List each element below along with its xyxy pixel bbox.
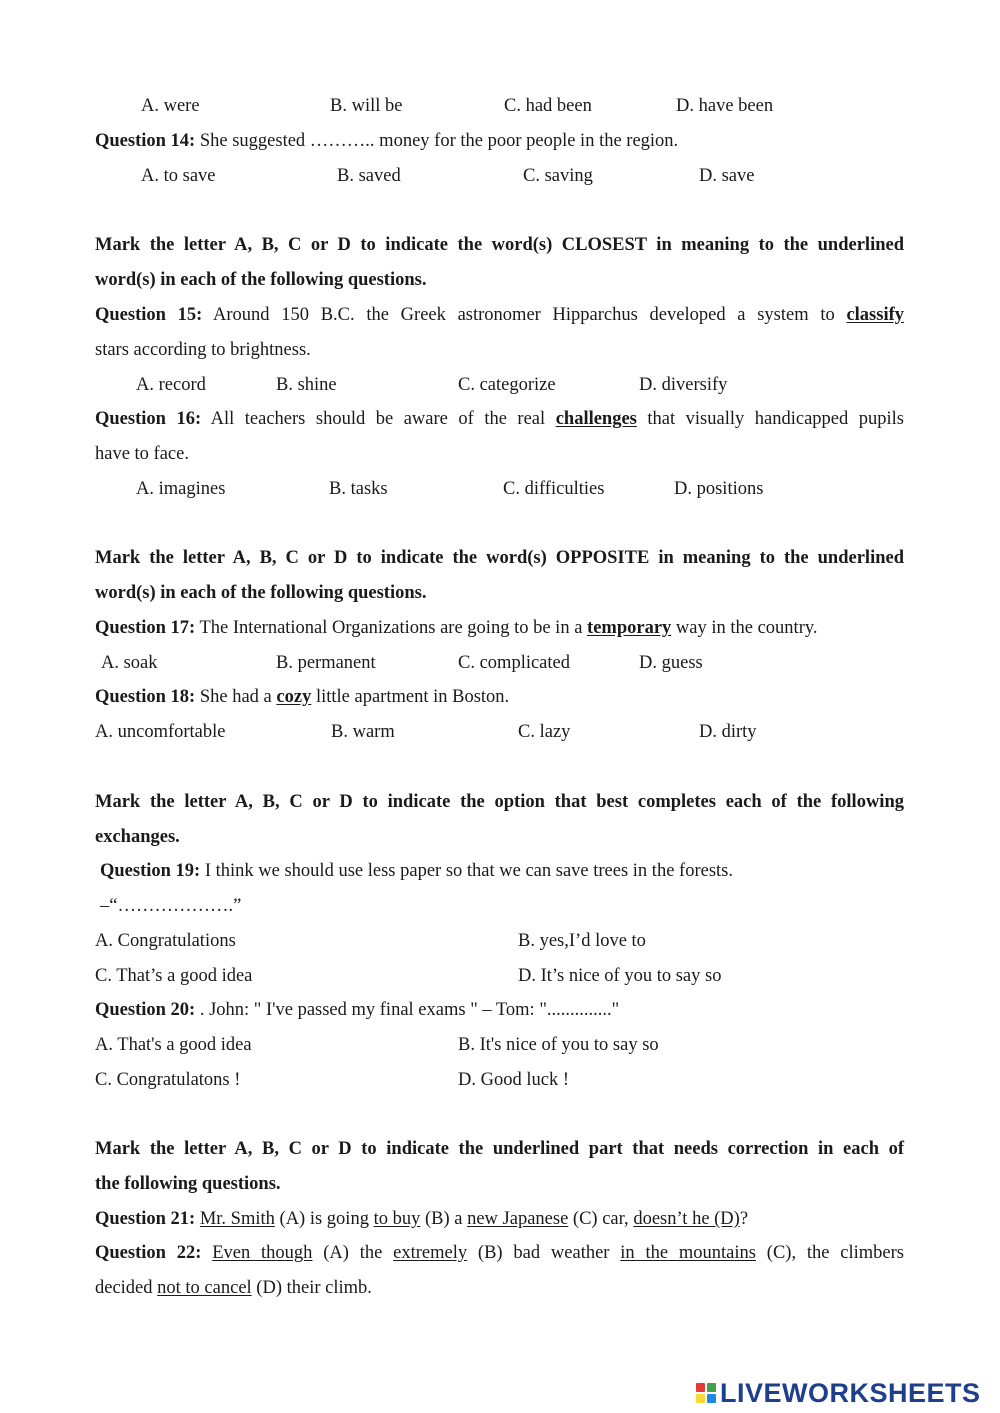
underlined-part-b: to buy: [373, 1209, 421, 1229]
question-text: ?: [739, 1209, 749, 1229]
q13-option-d: D. have been: [676, 96, 774, 116]
section-closest-instruction-line1: Mark the letter A, B, C or D to indicate the word(s) CLOSEST in meaning to the underlined: [95, 235, 904, 255]
question-text: (B) a: [420, 1209, 468, 1229]
underlined-part-d: doesn’t he (D): [633, 1209, 740, 1229]
q13-option-c: C. had been: [504, 96, 592, 116]
underlined-word: classify: [846, 305, 904, 325]
q17-option-b: B. permanent: [276, 653, 376, 673]
underlined-part-a: Mr. Smith: [199, 1209, 275, 1229]
question-text: little apartment in Boston.: [311, 687, 510, 707]
q14-option-a: A. to save: [141, 166, 216, 186]
question-text: decided: [95, 1278, 158, 1298]
question-19-reply: –“……………….”: [100, 896, 242, 916]
question-text: (C) car,: [568, 1209, 634, 1229]
question-text: (B) bad weather: [467, 1243, 621, 1263]
question-20: [95, 998, 619, 1022]
q13-option-b: B. will be: [330, 96, 403, 116]
question-21: [95, 1207, 748, 1231]
question-text: All teachers should be aware of the real: [201, 409, 556, 429]
question-label: Question 21:: [95, 1209, 196, 1229]
underlined-part-d: not to cancel: [157, 1278, 252, 1298]
logo-text: LIVEWORKSHEETS: [720, 1377, 981, 1408]
section-exchange-instruction-line1: Mark the letter A, B, C or D to indicate the option that best completes each of the following: [95, 792, 904, 812]
question-label: Question 15:: [95, 305, 203, 325]
question-19: [100, 859, 733, 883]
question-label: Question 17:: [95, 618, 196, 638]
q18-option-c: C. lazy: [518, 722, 571, 742]
q13-option-a: A. were: [141, 96, 200, 116]
question-label: Question 14:: [95, 131, 196, 151]
q15-option-a: A. record: [136, 375, 206, 395]
q15-option-d: D. diversify: [639, 375, 728, 395]
question-label: Question 16:: [95, 409, 202, 429]
section-exchange-instruction-line2: exchanges.: [95, 827, 180, 847]
q14-option-c: C. saving: [523, 166, 593, 186]
q17-option-d: D. guess: [639, 653, 703, 673]
question-text: (C), the climbers: [755, 1243, 905, 1263]
q18-option-d: D. dirty: [699, 722, 757, 742]
q17-option-a: A. soak: [101, 653, 158, 673]
question-text: way in the country.: [671, 618, 818, 638]
q19-option-d: D. It’s nice of you to say so: [518, 966, 722, 986]
q18-option-b: B. warm: [331, 722, 395, 742]
question-text: (A) the: [312, 1243, 394, 1263]
underlined-word: cozy: [276, 687, 312, 707]
question-label: Question 19:: [100, 861, 201, 881]
question-text: I think we should use less paper so that we can save trees in the forests.: [200, 861, 733, 881]
q19-option-a: A. Congratulations: [95, 931, 236, 951]
q19-option-b: B. yes,I’d love to: [518, 931, 646, 951]
logo-mark-icon: [696, 1383, 716, 1403]
question-22-line2: [95, 1276, 372, 1300]
liveworksheets-logo: [696, 1378, 981, 1408]
q19-option-c: C. That’s a good idea: [95, 966, 253, 986]
q16-option-b: B. tasks: [329, 479, 388, 499]
q20-option-b: B. It's nice of you to say so: [458, 1035, 659, 1055]
q18-option-a: A. uncomfortable: [95, 722, 226, 742]
question-label: Question 18:: [95, 687, 196, 707]
question-17: [95, 616, 818, 640]
q17-option-c: C. complicated: [458, 653, 570, 673]
question-text: She had a: [195, 687, 277, 707]
q20-option-a: A. That's a good idea: [95, 1035, 252, 1055]
question-text: (A) is going: [274, 1209, 374, 1229]
question-16-line2: have to face.: [95, 444, 189, 464]
question-18: [95, 685, 509, 709]
q14-option-d: D. save: [699, 166, 755, 186]
section-opposite-instruction-line2: word(s) in each of the following questions.: [95, 583, 427, 603]
question-22: [95, 1241, 904, 1265]
underlined-word: challenges: [555, 409, 637, 429]
underlined-part-c: in the mountains: [620, 1243, 756, 1263]
question-14: [95, 129, 678, 153]
q20-option-d: D. Good luck !: [458, 1070, 569, 1090]
q16-option-c: C. difficulties: [503, 479, 605, 499]
section-opposite-instruction-line1: Mark the letter A, B, C or D to indicate the word(s) OPPOSITE in meaning to the underlined: [95, 548, 904, 568]
q14-option-b: B. saved: [337, 166, 401, 186]
question-label: Question 22:: [95, 1243, 202, 1263]
question-text: Around 150 B.C. the Greek astronomer Hipparchus developed a system to: [202, 305, 847, 325]
question-text: The International Organizations are going to be in a: [195, 618, 588, 638]
q16-option-a: A. imagines: [136, 479, 226, 499]
underlined-part-c: new Japanese: [467, 1209, 569, 1229]
q16-option-d: D. positions: [674, 479, 764, 499]
question-15-line2: stars according to brightness.: [95, 340, 311, 360]
underlined-part-a: Even though: [212, 1243, 313, 1263]
question-label: Question 20:: [95, 1000, 196, 1020]
question-text: . John: " I've passed my final exams " – Tom: "..............": [195, 1000, 620, 1020]
question-15: [95, 303, 904, 327]
question-text: that visually handicapped pupils: [636, 409, 904, 429]
q20-option-c: C. Congratulatons !: [95, 1070, 241, 1090]
q15-option-b: B. shine: [276, 375, 337, 395]
underlined-word: temporary: [587, 618, 672, 638]
question-16: [95, 407, 904, 431]
question-text: (D) their climb.: [251, 1278, 372, 1298]
section-error-instruction-line2: the following questions.: [95, 1174, 281, 1194]
section-closest-instruction-line2: word(s) in each of the following questions.: [95, 270, 427, 290]
underlined-part-b: extremely: [393, 1243, 468, 1263]
section-error-instruction-line1: Mark the letter A, B, C or D to indicate the underlined part that needs correction in each of: [95, 1139, 904, 1159]
question-text: She suggested ……….. money for the poor people in the region.: [195, 131, 679, 151]
q15-option-c: C. categorize: [458, 375, 556, 395]
